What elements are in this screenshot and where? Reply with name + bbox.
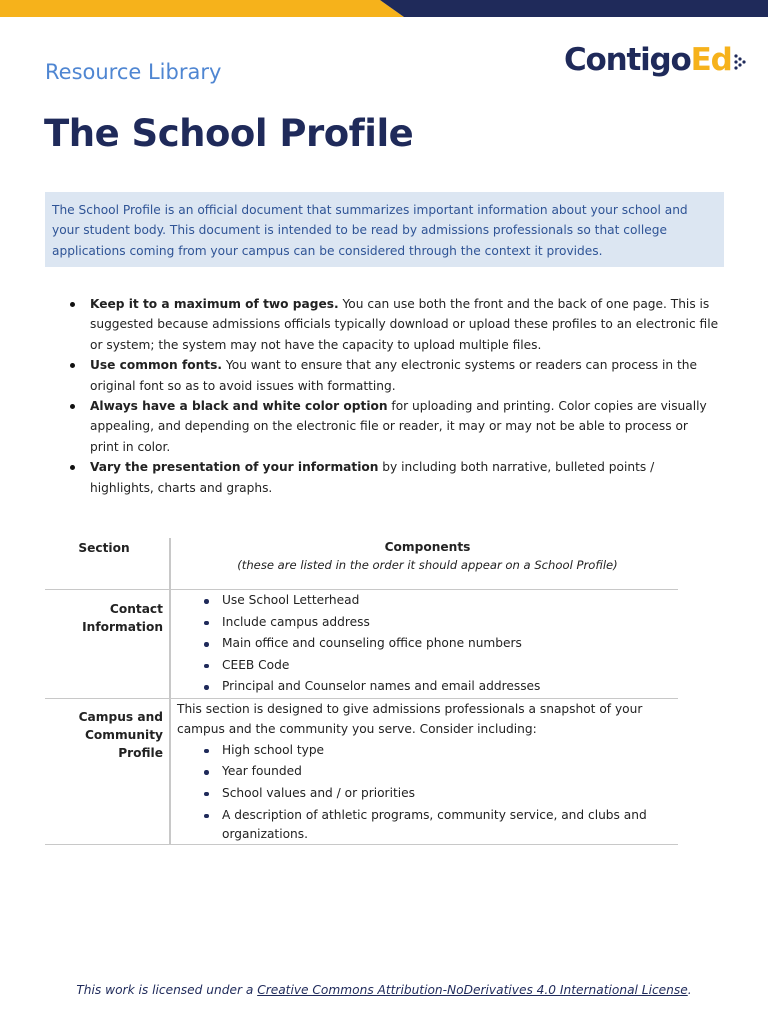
- section-name-cell: [45, 698, 170, 844]
- components-cell: [170, 698, 678, 844]
- logo-arrow-dots-icon: [734, 52, 746, 72]
- list-item: Principal and Counselor names and email addresses: [199, 676, 678, 698]
- guideline-lead: Keep it to a maximum of two pages.: [90, 297, 339, 311]
- intro-callout: The School Profile is an official document that summarizes important information about your school and your student body. This document is intended to be read by admissions professionals so that college applications coming from your campus can be considered through the context it provides.: [45, 192, 724, 267]
- logo-text-contigo: Contigo: [564, 42, 691, 78]
- license-prefix: This work is licensed under a: [76, 983, 258, 997]
- list-item: Year founded: [199, 761, 678, 783]
- table-row: [45, 590, 678, 699]
- profile-sections-table: [45, 538, 678, 845]
- guideline-item: [60, 355, 720, 396]
- guideline-text: for uploading and printing. Color copies are visually appealing, and depending on the electronic file or reader, it may or may not be able to process or print in color.: [90, 399, 707, 454]
- contigoed-logo: [564, 40, 746, 80]
- list-item: High school type: [199, 740, 678, 762]
- list-item: A description of athletic programs, community service, and clubs and organizations.: [199, 805, 678, 844]
- guideline-lead: Vary the presentation of your information: [90, 460, 379, 475]
- guideline-item: [60, 457, 720, 498]
- section-name-cell: [45, 590, 170, 699]
- list-item: Main office and counseling office phone numbers: [199, 633, 678, 655]
- page-title: The School Profile: [44, 112, 414, 155]
- components-column-header: [170, 538, 678, 590]
- license-link[interactable]: Creative Commons Attribution-NoDerivatives 4.0 International License: [257, 983, 688, 997]
- section-description: This section is designed to give admissions professionals a snapshot of your campus and the community you serve. Consider including:: [177, 701, 643, 737]
- list-item: Include campus address: [199, 612, 678, 634]
- list-item: CEEB Code: [199, 655, 678, 677]
- section-name-line: Community: [84, 727, 163, 742]
- guideline-lead: Use common fonts.: [90, 358, 223, 373]
- list-item: Use School Letterhead: [199, 590, 678, 612]
- components-list: [177, 740, 678, 844]
- logo-text-ed: Ed: [690, 42, 732, 78]
- license-footer: [0, 983, 768, 997]
- components-list: [177, 590, 678, 698]
- guideline-lead: Always have a black and white color option: [90, 399, 388, 414]
- guidelines-list: [60, 294, 720, 498]
- table-header-row: [45, 538, 678, 590]
- license-suffix: .: [687, 983, 692, 997]
- section-column-header: Section: [45, 538, 170, 590]
- components-header-note: (these are listed in the order it should appear on a School Profile): [237, 558, 618, 572]
- resource-library-label: Resource Library: [45, 60, 222, 84]
- top-accent-bar: [0, 0, 768, 17]
- section-name-line: Contact: [109, 602, 163, 616]
- components-header-label: Components: [384, 540, 471, 554]
- guideline-text: You want to ensure that any electronic systems or readers can process in the original font so as to avoid issues with formatting.: [90, 358, 698, 393]
- guideline-item: [60, 396, 720, 457]
- guideline-text: by including both narrative, bulleted points / highlights, charts and graphs.: [90, 460, 655, 495]
- section-name-line: Profile: [118, 745, 163, 760]
- guideline-item: [60, 294, 720, 355]
- guideline-text: You can use both the front and the back of one page. This is suggested because admissions officials typically download or upload these profiles to an electronic file or system; the system may not have the capacity to upload multiple files.: [90, 297, 719, 352]
- section-name-line: Information: [82, 620, 163, 634]
- table-row: [45, 698, 678, 844]
- components-cell: [170, 590, 678, 699]
- list-item: School values and / or priorities: [199, 783, 678, 805]
- section-name-line: Campus and: [78, 709, 163, 724]
